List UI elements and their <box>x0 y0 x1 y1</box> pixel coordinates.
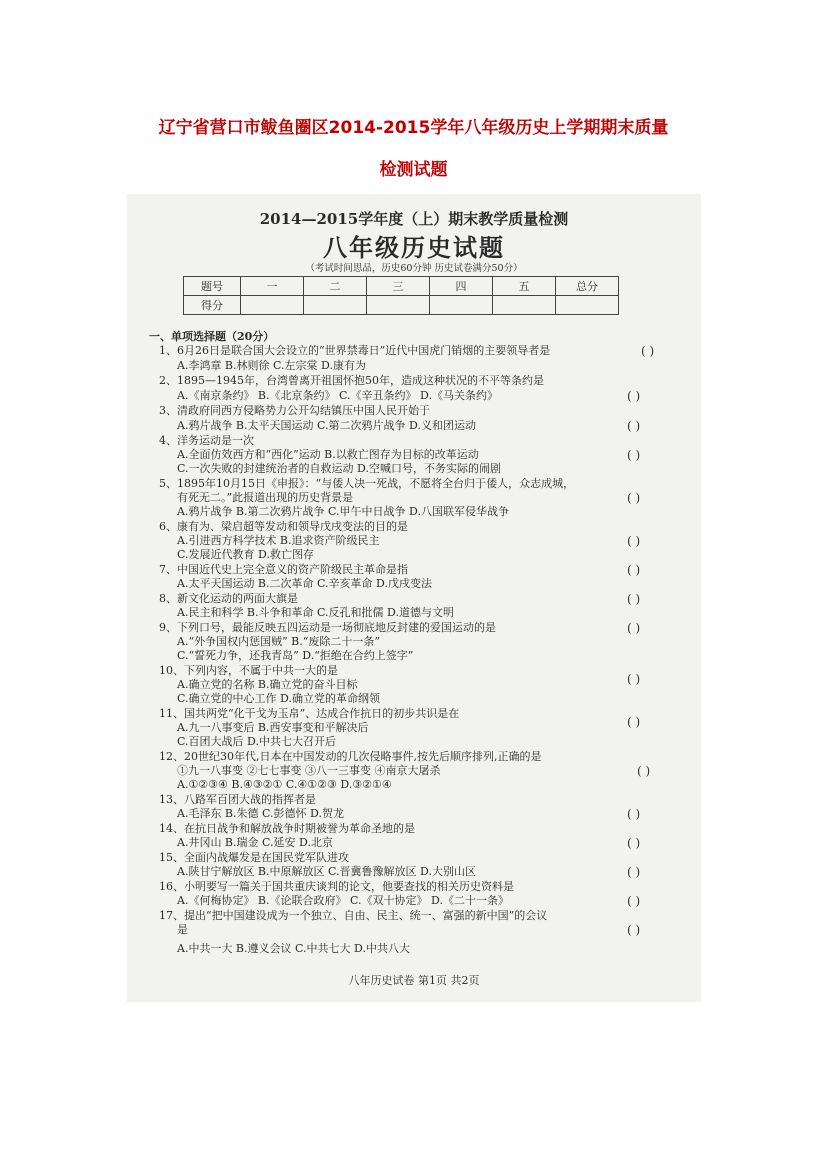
option-line: A.李鸿章 B.林则徐 C.左宗棠 D.康有为 <box>177 359 366 372</box>
answer-blank: ( ) <box>627 672 641 686</box>
scanned-exam-page <box>127 194 701 1002</box>
option-line: C.百团大战后 D.中共七大召开后 <box>177 735 336 748</box>
score-cell <box>556 296 619 315</box>
option-line: A.太平天国运动 B.二次革命 C.辛亥革命 D.戊戌变法 <box>177 577 432 590</box>
answer-blank: ( ) <box>627 592 641 606</box>
option-line: A.《何梅协定》 B.《论联合政府》 C.《双十协定》 D.《二十一条》 <box>177 894 509 907</box>
option-line: A.鸦片战争 B.太平天国运动 C.第二次鸦片战争 D.义和团运动 <box>177 419 476 432</box>
option-line: A.中共一大 B.遵义会议 C.中共七大 D.中共八大 <box>177 942 410 955</box>
answer-blank: ( ) <box>627 865 641 879</box>
option-line: ①九一八事变 ②七七事变 ③八一三事变 ④南京大屠杀 <box>177 764 441 777</box>
score-table-label: 得分 <box>184 296 241 315</box>
question-line: 7、中国近代史上完全意义的资产阶级民主革命是指 <box>159 563 408 576</box>
question-line: 是 <box>177 923 188 936</box>
document-title-line2: 检测试题 <box>379 160 448 180</box>
score-table-row-score <box>184 296 619 315</box>
question-line: 2、1895—1945年，台湾曾离开祖国怀抱50年，造成这种状况的不平等条约是 <box>159 374 544 387</box>
answer-blank: ( ) <box>627 419 641 433</box>
question-line: 17、提出“把中国建设成为一个独立、自由、民主、统一、富强的新中国”的会议 <box>159 909 548 922</box>
answer-blank: ( ) <box>627 534 641 548</box>
option-line: C.确立党的中心工作 D.确立党的革命纲领 <box>177 692 380 705</box>
exam-note: （考试时间思品，历史60分钟 历史试卷满分50分） <box>305 263 523 274</box>
section-heading: 一、单项选择题（20分） <box>149 330 275 343</box>
question-line: 11、国共两党“化干戈为玉帛”、达成合作抗日的初步共识是在 <box>159 707 460 720</box>
answer-blank: ( ) <box>627 715 641 729</box>
answer-blank: ( ) <box>627 389 641 403</box>
option-line: A.引进西方科学技术 B.追求资产阶级民主 <box>177 534 380 547</box>
score-cell <box>367 296 430 315</box>
question-line: 9、下列口号，最能反映五四运动是一场彻底地反封建的爱国运动的是 <box>159 621 496 634</box>
exam-content <box>127 194 701 1002</box>
score-table-row-number <box>184 277 619 296</box>
question-line: 12、20世纪30年代,日本在中国发动的几次侵略事件,按先后顺序排列,正确的是 <box>159 750 542 763</box>
score-cell <box>304 296 367 315</box>
score-table-label: 题号 <box>184 277 241 296</box>
answer-blank: ( ) <box>627 491 641 505</box>
option-line: A.民主和科学 B.斗争和革命 C.反孔和批儒 D.道德与文明 <box>177 606 454 619</box>
option-line: A.九一八事变后 B.西安事变和平解决后 <box>177 721 369 734</box>
answer-blank: ( ) <box>627 836 641 850</box>
question-line: 有死无二。”此报道出现的历史背景是 <box>177 491 354 504</box>
score-table-col: 三 <box>367 277 430 296</box>
answer-blank: ( ) <box>627 807 641 821</box>
option-line: A.鸦片战争 B.第二次鸦片战争 C.甲午中日战争 D.八国联军侵华战争 <box>177 505 509 518</box>
option-line: C.一次失败的封建统治者的自救运动 D.空喊口号，不务实际的闹剧 <box>177 462 501 475</box>
score-cell <box>241 296 304 315</box>
option-line: A.井冈山 B.瑞金 C.延安 D.北京 <box>177 836 333 849</box>
answer-blank: ( ) <box>627 894 641 908</box>
page-footer: 八年历史试卷 第1页 共2页 <box>348 974 480 987</box>
answer-blank: ( ) <box>627 923 641 937</box>
option-line: A.①②③④ B.④③②① C.④①②③ D.③②①④ <box>177 778 392 791</box>
document-title-line1: 辽宁省营口市鲅鱼圈区2014-2015学年八年级历史上学期期末质量 <box>158 118 669 138</box>
answer-blank: ( ) <box>627 448 641 462</box>
option-line: C.“誓死力争，还我青岛” D.“拒绝在合约上签字” <box>177 649 414 662</box>
option-line: C.发展近代教育 D.救亡图存 <box>177 548 314 561</box>
question-line: 8、新文化运动的两面大旗是 <box>159 592 298 605</box>
question-line: 15、全面内战爆发是在国民党军队进攻 <box>159 851 349 864</box>
question-line: 5、1895年10月15日《申报》：“与倭人决一死战，不愿将全台归于倭人，众志成城， <box>159 477 575 490</box>
answer-blank: ( ) <box>641 344 655 358</box>
option-line: A.毛泽东 B.朱德 C.彭德怀 D.贺龙 <box>177 807 344 820</box>
question-line: 10、下列内容，不属于中共一大的是 <box>159 664 338 677</box>
exam-subject-title: 八年级历史试题 <box>323 233 505 262</box>
option-line: A.确立党的名称 B.确立党的奋斗目标 <box>177 678 358 691</box>
question-line: 6、康有为、梁启超等发动和领导戊戌变法的目的是 <box>159 520 408 533</box>
question-line: 14、在抗日战争和解放战争时期被誉为革命圣地的是 <box>159 822 415 835</box>
score-table-col: 二 <box>304 277 367 296</box>
score-table-col: 四 <box>430 277 493 296</box>
score-table-col: 总分 <box>556 277 619 296</box>
score-cell <box>493 296 556 315</box>
answer-blank: ( ) <box>627 621 641 635</box>
exam-term-title: 2014—2015学年度（上）期末教学质量检测 <box>259 210 569 228</box>
question-line: 4、洋务运动是一次 <box>159 434 254 447</box>
score-table-col: 一 <box>241 277 304 296</box>
question-line: 1、6月26日是联合国大会设立的“世界禁毒日”近代中国虎门销烟的主要领导者是 <box>159 344 551 357</box>
question-line: 13、八路军百团大战的指挥者是 <box>159 793 316 806</box>
score-cell <box>430 296 493 315</box>
answer-blank: ( ) <box>627 563 641 577</box>
option-line: A.陕甘宁解放区 B.中原解放区 C.晋冀鲁豫解放区 D.大别山区 <box>177 865 476 878</box>
score-table <box>183 276 619 315</box>
answer-blank: ( ) <box>637 764 651 778</box>
option-line: A.全面仿效西方和“西化”运动 B.以救亡图存为目标的改革运动 <box>177 448 479 461</box>
question-line: 3、清政府同西方侵略势力公开勾结镇压中国人民开始于 <box>159 404 430 417</box>
option-line: A.《南京条约》 B.《北京条约》 C.《辛丑条约》 D.《马关条约》 <box>177 389 498 402</box>
question-line: 16、小明要写一篇关于国共重庆谈判的论文，他要查找的相关历史资料是 <box>159 880 514 893</box>
score-table-col: 五 <box>493 277 556 296</box>
option-line: A.“外争国权内惩国贼” B.“废除二十一条” <box>177 635 381 648</box>
